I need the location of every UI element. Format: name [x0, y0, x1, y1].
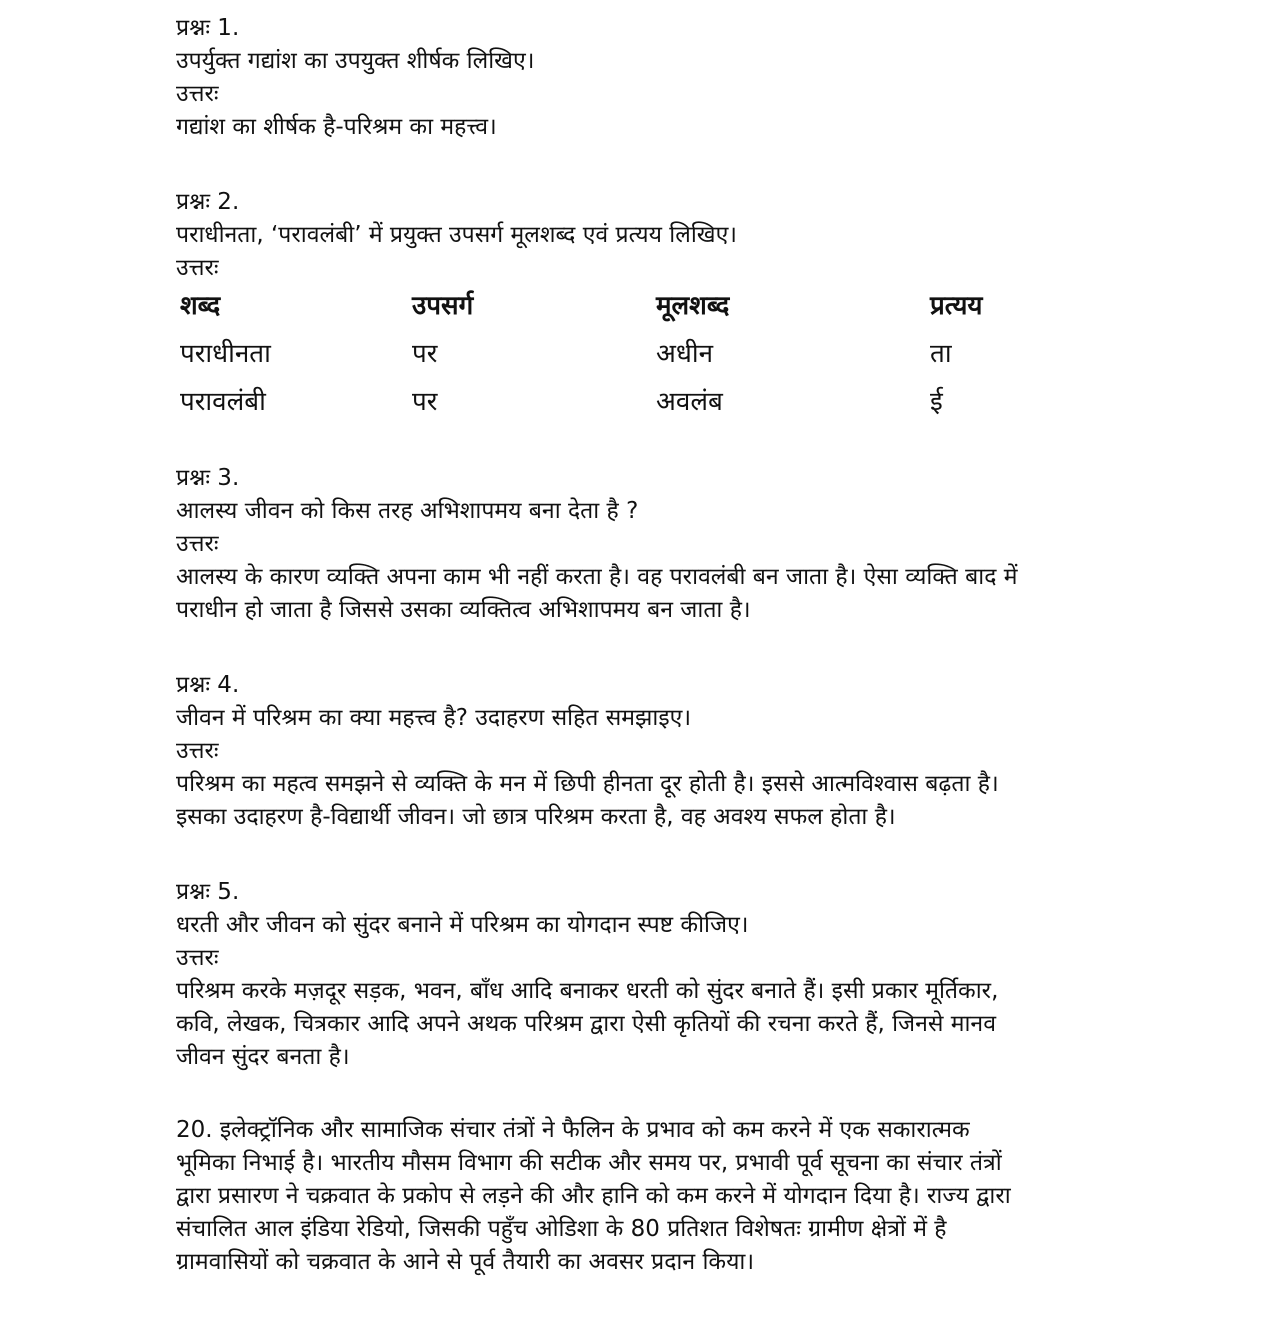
- answer-text: परिश्रम का महत्व समझने से व्यक्ति के मन में छिपी हीनता दूर होती है। इससे आत्मविश्वास बढ़ता है।: [176, 771, 999, 797]
- table-cell: अवलंब: [656, 387, 723, 417]
- question-label: प्रश्नः 5.: [176, 879, 240, 905]
- question-1: [176, 12, 1156, 144]
- question-label: प्रश्नः 3.: [176, 465, 240, 491]
- passage-line: ग्रामवासियों को चक्रवात के आने से पूर्व तैयारी का अवसर प्रदान किया।: [176, 1249, 755, 1275]
- table-cell: अधीन: [656, 339, 714, 369]
- question-5: [176, 876, 1156, 1074]
- question-text: उपर्युक्त गद्यांश का उपयुक्त शीर्षक लिखिए।: [176, 48, 535, 74]
- table-header: मूलशब्द: [656, 291, 730, 321]
- question-text: जीवन में परिश्रम का क्या महत्त्व है? उदाहरण सहित समझाइए।: [176, 705, 692, 731]
- passage-line: द्वारा प्रसारण ने चक्रवात के प्रकोप से लड़ने की और हानि को कम करने में योगदान दिया है। राज्य द्वारा: [176, 1183, 1011, 1209]
- question-text: आलस्य जीवन को किस तरह अभिशापमय बना देता है ?: [176, 498, 639, 524]
- answer-label: उत्तरः: [176, 738, 219, 764]
- question-label: प्रश्नः 1.: [176, 15, 240, 41]
- table-header: उपसर्ग: [412, 291, 474, 321]
- table-header-row: [180, 280, 1020, 328]
- answer-label: उत्तरः: [176, 81, 219, 107]
- table-cell: पर: [412, 387, 438, 417]
- passage-line: 20. इलेक्ट्रॉनिक और सामाजिक संचार तंत्रों ने फैलिन के प्रभाव को कम करने में एक सकारात्मक: [176, 1117, 970, 1143]
- question-label: प्रश्नः 4.: [176, 672, 240, 698]
- question-4: [176, 669, 1156, 834]
- table-cell: पराधीनता: [180, 339, 271, 369]
- answer-text: गद्यांश का शीर्षक है-परिश्रम का महत्त्व।: [176, 114, 497, 140]
- table-header: प्रत्यय: [930, 291, 983, 321]
- answer-label: उत्तरः: [176, 255, 219, 281]
- answer-text: जीवन सुंदर बनता है।: [176, 1044, 350, 1070]
- question-2: [176, 186, 1156, 285]
- answer-text: पराधीन हो जाता है जिससे उसका व्यक्तित्व अभिशापमय बन जाता है।: [176, 597, 751, 623]
- question-text: पराधीनता, ‘परावलंबी’ में प्रयुक्त उपसर्ग मूलशब्द एवं प्रत्यय लिखिए।: [176, 222, 738, 248]
- word-analysis-table: [180, 280, 1020, 424]
- answer-text: इसका उदाहरण है-विद्यार्थी जीवन। जो छात्र परिश्रम करता है, वह अवश्य सफल होता है।: [176, 804, 896, 830]
- answer-text: आलस्य के कारण व्यक्ति अपना काम भी नहीं करता है। वह परावलंबी बन जाता है। ऐसा व्यक्ति बाद में: [176, 564, 1018, 590]
- passage-line: भूमिका निभाई है। भारतीय मौसम विभाग की सटीक और समय पर, प्रभावी पूर्व सूचना का संचार तंत्रों: [176, 1150, 1002, 1176]
- passage-20: [176, 1114, 1156, 1279]
- answer-label: उत्तरः: [176, 945, 219, 971]
- table-cell: परावलंबी: [180, 387, 266, 417]
- table-header: शब्द: [180, 291, 221, 321]
- question-text: धरती और जीवन को सुंदर बनाने में परिश्रम का योगदान स्पष्ट कीजिए।: [176, 912, 749, 938]
- answer-label: उत्तरः: [176, 531, 219, 557]
- table-row: [180, 376, 1020, 424]
- passage-line: संचालित आल इंडिया रेडियो, जिसकी पहुँच ओडिशा के 80 प्रतिशत विशेषतः ग्रामीण क्षेत्रों में है: [176, 1216, 947, 1242]
- question-label: प्रश्नः 2.: [176, 189, 240, 215]
- table-cell: ई: [930, 387, 943, 417]
- table-cell: ता: [930, 339, 952, 369]
- question-3: [176, 462, 1156, 627]
- table-row: [180, 328, 1020, 376]
- answer-text: परिश्रम करके मज़दूर सड़क, भवन, बाँध आदि बनाकर धरती को सुंदर बनाते हैं। इसी प्रकार मूर्तिकार,: [176, 978, 999, 1004]
- table-cell: पर: [412, 339, 438, 369]
- answer-text: कवि, लेखक, चित्रकार आदि अपने अथक परिश्रम द्वारा ऐसी कृतियों की रचना करते हैं, जिनसे मानव: [176, 1011, 996, 1037]
